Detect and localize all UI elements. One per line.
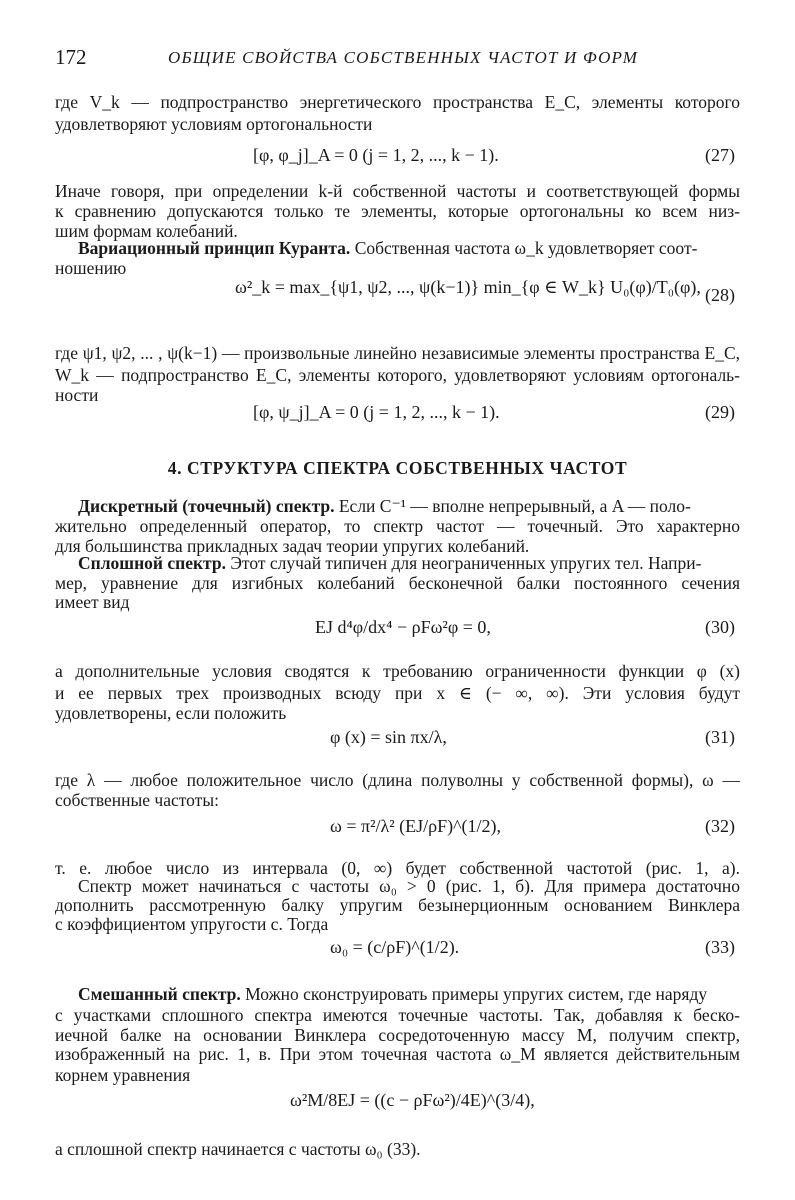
text-line: дополнить рассмотренную балку упругим безынерционным основанием Винклера bbox=[55, 895, 740, 915]
text-line: а сплошной спектр начинается с частоты ω₀ (33). bbox=[55, 1139, 421, 1159]
equation-32: ω = π²/λ² (EJ/ρF)^(1/2), bbox=[330, 816, 502, 836]
equation-number: (33) bbox=[705, 937, 735, 957]
text-line: удовлетворяют условиям ортогональности bbox=[55, 114, 373, 134]
equation-unnumbered: ω²M/8EJ = ((c − ρFω²)/4E)^(3/4), bbox=[290, 1090, 535, 1110]
text-line: мер, уравнение для изгибных колебаний бесконечной балки постоянного сечения bbox=[55, 573, 740, 593]
text-line: ношению bbox=[55, 258, 127, 278]
paragraph-heading: Дискретный (точечный) спектр. bbox=[78, 496, 335, 516]
text-line: собственные частоты: bbox=[55, 790, 219, 810]
equation-number: (27) bbox=[705, 145, 735, 165]
equation-29: [φ, ψ_j]_A = 0 (j = 1, 2, ..., k − 1). bbox=[253, 402, 500, 422]
paragraph-line bbox=[78, 496, 740, 517]
text-line: удовлетворены, если положить bbox=[55, 703, 287, 723]
equation-30: EJ d⁴φ/dx⁴ − ρFω²φ = 0, bbox=[315, 617, 491, 637]
text-line: и ее первых трех производных всюду при x ∈ (− ∞, ∞). Эти условия будут bbox=[55, 683, 740, 703]
text-line: Спектр может начинаться с частоты ω₀ > 0 (рис. 1, б). Для примера достаточно bbox=[78, 876, 740, 896]
paragraph-line bbox=[78, 553, 740, 574]
text-span: Можно сконструировать примеры упругих систем, где наряду bbox=[245, 984, 708, 1004]
equation-number: (28) bbox=[705, 285, 735, 305]
text-span: Собственная частота ω_k удовлетворяет соот- bbox=[354, 238, 698, 258]
equation-33: ω₀ = (c/ρF)^(1/2). bbox=[330, 937, 460, 957]
text-line: с коэффициентом упругости c. Тогда bbox=[55, 914, 329, 934]
text-line: W_k — подпространство E_C, элементы которого, удовлетворяют условиям ортогональ- bbox=[55, 365, 740, 385]
text-line: с участками сплошного спектра имеются точечные частоты. Так, добавляя к беско- bbox=[55, 1005, 740, 1025]
section-title: 4. СТРУКТУРА СПЕКТРА СОБСТВЕННЫХ ЧАСТОТ bbox=[167, 458, 628, 478]
text-line: а дополнительные условия сводятся к требованию ограниченности функции φ (x) bbox=[55, 661, 740, 681]
text-line: ности bbox=[55, 385, 99, 405]
paragraph-heading: Вариационный принцип Куранта. bbox=[78, 238, 351, 258]
paragraph-line bbox=[78, 238, 740, 259]
equation-number: (31) bbox=[705, 727, 735, 747]
text-line: т. е. любое число из интервала (0, ∞) будет собственной частотой (рис. 1, а). bbox=[55, 858, 740, 878]
text-span: Этот случай типичен для неограниченных упругих тел. Напри- bbox=[230, 553, 702, 573]
text-line: Иначе говоря, при определении k-й собственной частоты и соответствующей формы bbox=[55, 181, 740, 201]
text-line: изображенный на рис. 1, в. При этом точечная частота ω_M является действительным bbox=[55, 1044, 740, 1064]
paragraph-heading: Смешанный спектр. bbox=[78, 984, 241, 1004]
text-line: где V_k — подпространство энергетического пространства E_C, элементы которого bbox=[55, 92, 740, 112]
paragraph-line bbox=[78, 984, 740, 1005]
text-line: имеет вид bbox=[55, 592, 130, 612]
text-line: корнем уравнения bbox=[55, 1065, 191, 1085]
text-line: иечной балке на основании Винклера сосредоточенную массу M, получим спектр, bbox=[55, 1025, 740, 1045]
text-line: к сравнению допускаются только те элементы, которые ортогональны ко всем низ- bbox=[55, 201, 740, 221]
page-number: 172 bbox=[55, 45, 87, 69]
equation-number: (29) bbox=[705, 402, 735, 422]
paragraph-heading: Сплошной спектр. bbox=[78, 553, 226, 573]
text-line: где λ — любое положительное число (длина полуволны у собственной формы), ω — bbox=[55, 770, 740, 790]
equation-number: (32) bbox=[705, 816, 735, 836]
text-line: для большинства прикладных задач теории упругих колебаний. bbox=[55, 536, 530, 556]
text-span: Если C⁻¹ — вполне непрерывный, а A — поло- bbox=[338, 496, 691, 516]
equation-27: [φ, φ_j]_A = 0 (j = 1, 2, ..., k − 1). bbox=[253, 145, 499, 165]
text-line: где ψ1, ψ2, ... , ψ(k−1) — произвольные линейно независимые элементы пространства E_C, bbox=[55, 343, 740, 363]
equation-31: φ (x) = sin πx/λ, bbox=[330, 727, 447, 747]
equation-number: (30) bbox=[705, 617, 735, 637]
text-line: жительно определенный оператор, то спектр частот — точечный. Это характерно bbox=[55, 516, 740, 536]
text-line: шим формам колебаний. bbox=[55, 221, 238, 241]
running-title: ОБЩИЕ СВОЙСТВА СОБСТВЕННЫХ ЧАСТОТ И ФОРМ bbox=[168, 48, 639, 67]
equation-28: ω²_k = max_{ψ1, ψ2, ..., ψ(k−1)} min_{φ ∈ W_k} U₀(φ)/T₀(φ), bbox=[235, 277, 701, 297]
